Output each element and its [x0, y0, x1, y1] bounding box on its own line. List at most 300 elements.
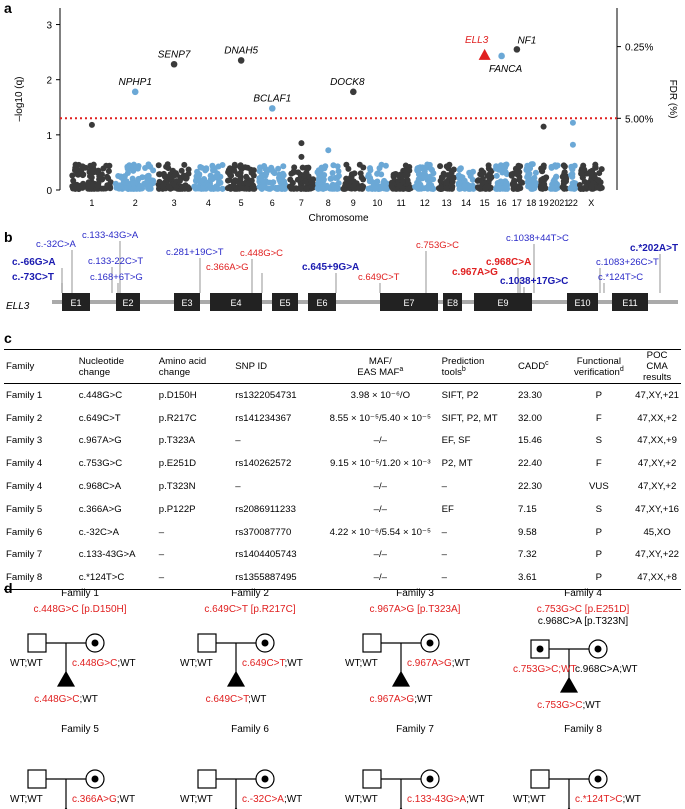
right-tick-label: 5.00%	[625, 114, 654, 126]
child-symbol	[228, 672, 244, 686]
cell-snp: rs370087770	[235, 526, 292, 538]
data-point	[417, 166, 423, 172]
data-point	[360, 177, 366, 183]
data-point	[89, 175, 95, 181]
data-point	[424, 162, 430, 168]
data-point	[95, 183, 101, 189]
data-point	[592, 162, 598, 168]
cell-nuc: c.649C>T	[78, 412, 121, 424]
father-genotype: c.753G>C;WT	[513, 664, 577, 675]
data-point	[139, 174, 145, 180]
data-point	[596, 170, 602, 176]
variant-label: c.968C>A	[486, 257, 532, 268]
data-point	[150, 167, 156, 173]
data-point	[438, 184, 444, 190]
cell-snp: rs1322054731	[235, 389, 297, 401]
father-genotype: WT;WT	[10, 658, 43, 669]
data-point	[179, 185, 185, 191]
data-point	[309, 179, 315, 185]
cell-cadd: 32.00	[517, 412, 542, 424]
data-point	[336, 180, 342, 186]
y-tick-label: 3	[46, 20, 52, 32]
data-point	[460, 174, 466, 180]
cell-family: Family 2	[6, 412, 43, 424]
data-point	[99, 171, 105, 177]
data-point	[427, 174, 433, 180]
cell-poc: 47,XX,+2	[637, 412, 677, 424]
triangle-marker-ell3	[479, 49, 491, 60]
cell-aa: p.T323N	[158, 481, 196, 493]
cell-func: F	[595, 412, 602, 424]
data-point	[256, 175, 262, 181]
variant-label: c.*124T>C	[598, 272, 644, 283]
point-bclaf1	[269, 105, 276, 112]
data-point	[383, 180, 389, 186]
label-dnah5: DNAH5	[224, 45, 259, 57]
x-tick-label: 20	[549, 198, 560, 208]
cell-maf: –/–	[373, 481, 387, 493]
pedigree-family-4	[513, 588, 638, 711]
data-point	[280, 185, 286, 191]
data-point	[383, 163, 389, 169]
data-point	[374, 179, 380, 185]
variant-label: c.-73C>T	[12, 272, 54, 283]
header-prediction: Prediction tools$^b$	[441, 355, 485, 378]
data-point	[321, 177, 327, 183]
carrier-dot	[595, 646, 602, 653]
cell-func: S	[595, 503, 603, 515]
cell-cadd: 23.30	[517, 389, 542, 401]
variant-label: c.281+19C>T	[166, 247, 224, 258]
point-nphp1	[132, 89, 139, 96]
data-point	[444, 163, 450, 169]
data-point	[562, 169, 568, 175]
exon-label: E1	[70, 298, 82, 308]
cell-pred: SIFT, P2	[441, 389, 479, 401]
cell-pred: –	[441, 526, 447, 538]
data-point	[470, 169, 476, 175]
cell-func: P	[595, 572, 603, 584]
cell-pred: –	[441, 572, 447, 584]
data-point	[248, 167, 254, 173]
panel-label-c: c	[4, 330, 12, 346]
x-tick-label: 6	[269, 198, 275, 208]
father-symbol	[363, 770, 381, 788]
cell-maf: –/–	[373, 549, 387, 561]
variant-label: c.133-43G>A	[82, 230, 139, 241]
mother-genotype: c.-32C>A;WT	[242, 794, 303, 805]
data-point	[195, 184, 201, 190]
cell-pred: –	[441, 481, 447, 493]
y-tick-label: 1	[46, 130, 52, 142]
data-point	[133, 164, 139, 170]
cell-nuc: c.967A>G	[78, 435, 122, 447]
pedigree-title: Family 4	[564, 588, 602, 599]
table-row	[4, 498, 681, 521]
data-point	[438, 178, 444, 184]
cell-maf: –/–	[373, 435, 387, 447]
data-point	[146, 161, 152, 167]
father-symbol	[198, 770, 216, 788]
data-point	[512, 182, 518, 188]
cell-snp: rs1404405743	[235, 549, 297, 561]
carrier-dot	[427, 776, 434, 783]
x-tick-label: 3	[171, 198, 177, 208]
variant-label: c.1038+17G>C	[500, 276, 569, 287]
father-genotype: WT;WT	[513, 794, 546, 805]
cell-snp: rs140262572	[235, 458, 292, 470]
data-point	[343, 182, 349, 188]
data-point	[572, 184, 578, 190]
mother-genotype: c.448G>C;WT	[72, 658, 136, 669]
cell-family: Family 4	[6, 481, 43, 493]
manhattan-plot	[0, 0, 685, 230]
data-point	[437, 163, 443, 169]
cell-cadd: 15.46	[517, 435, 542, 447]
data-point	[291, 164, 297, 170]
y-tick-label: 0	[46, 186, 52, 197]
data-point	[320, 186, 326, 192]
gene-structure-diagram	[0, 230, 685, 330]
data-point	[587, 169, 593, 175]
cell-family: Family 1	[6, 389, 43, 401]
x-tick-label: 11	[396, 198, 406, 208]
data-point	[497, 186, 503, 192]
x-tick-label: 16	[496, 198, 507, 208]
x-tick-label: 22	[567, 198, 578, 208]
data-point	[526, 178, 532, 184]
data-point	[569, 174, 575, 180]
exon-label: E9	[497, 298, 509, 308]
mother-genotype: c.133-43G>A;WT	[407, 794, 485, 805]
label-bclaf1: BCLAF1	[253, 93, 292, 105]
data-point	[182, 173, 188, 179]
pedigree-variant: c.649C>T [p.R217C]	[204, 604, 296, 615]
cell-poc: 47,XY,+16	[635, 503, 679, 515]
data-point	[298, 186, 304, 192]
data-point	[560, 184, 566, 190]
cell-poc: 47,XX,+8	[637, 572, 677, 584]
data-point	[484, 183, 490, 189]
data-point	[444, 185, 450, 191]
carrier-dot	[537, 646, 544, 653]
data-point	[181, 162, 187, 168]
header-snp: SNP ID	[235, 361, 268, 372]
y-axis-label: –log10 (q)	[14, 76, 25, 122]
data-point	[550, 185, 556, 191]
mother-genotype: c.366A>G;WT	[72, 794, 136, 805]
data-point	[316, 176, 322, 182]
header-poc: POC CMA results	[642, 350, 672, 383]
cell-cadd: 9.58	[517, 526, 537, 538]
table-row	[4, 452, 681, 475]
table-row	[4, 521, 681, 544]
child-genotype: c.753G>C;WT	[537, 700, 601, 711]
variant-label: c.753G>C	[416, 240, 460, 251]
exon-label: E7	[403, 298, 415, 308]
data-point	[495, 180, 501, 186]
child-symbol	[393, 672, 409, 686]
variant-label: c.168+6T>G	[90, 272, 143, 283]
mother-genotype: c.*124T>C;WT	[575, 794, 641, 805]
x-tick-label: 21	[559, 198, 570, 208]
exon-label: E3	[181, 298, 193, 308]
data-point	[232, 162, 238, 168]
carrier-dot	[262, 776, 269, 783]
mother-genotype: c.967A>G;WT	[407, 658, 471, 669]
table-header-row	[4, 350, 681, 384]
exon-label: E5	[279, 298, 291, 308]
variant-label: c.1038+44T>C	[506, 233, 569, 244]
data-point	[91, 162, 97, 168]
data-point	[530, 161, 536, 167]
data-point	[578, 186, 584, 192]
cell-snp: rs2086911233	[235, 503, 296, 515]
data-point	[389, 183, 395, 189]
data-point	[589, 182, 595, 188]
data-point	[498, 162, 504, 168]
data-point	[486, 162, 492, 168]
cell-poc: 47,XY,+2	[637, 458, 677, 470]
x-tick-label: 1	[89, 198, 95, 208]
cell-func: F	[595, 458, 602, 470]
exon-label: E11	[622, 298, 638, 308]
cell-nuc: c.*124T>C	[78, 572, 125, 584]
data-point	[305, 165, 311, 171]
cell-family: Family 6	[6, 526, 43, 538]
data-point	[300, 165, 306, 171]
data-point	[76, 184, 82, 190]
point-dock8	[350, 89, 357, 96]
x-tick-label: 4	[205, 198, 211, 208]
data-point	[494, 173, 500, 179]
data-point	[365, 186, 371, 192]
right-tick-label: 0.25%	[625, 42, 654, 54]
x-tick-label: 9	[350, 198, 356, 208]
x-tick-label: 2	[132, 198, 138, 208]
data-point	[449, 170, 455, 176]
cell-snp: rs1355887495	[235, 572, 297, 584]
data-point	[330, 170, 336, 176]
data-point	[514, 171, 520, 177]
exon-label: E2	[122, 298, 134, 308]
cell-maf: 3.98 × 10⁻⁶/O	[350, 389, 411, 401]
pedigree-title: Family 1	[61, 588, 99, 599]
data-point	[352, 170, 358, 176]
data-point	[199, 165, 205, 171]
table-row	[4, 430, 681, 453]
cell-func: P	[595, 549, 603, 561]
variant-label: c.448G>C	[240, 248, 284, 259]
cell-aa: –	[158, 549, 165, 561]
data-point	[89, 122, 95, 128]
data-point	[443, 180, 449, 186]
data-point	[211, 165, 217, 171]
cell-nuc: c.366A>G	[78, 503, 122, 515]
cell-maf: 9.15 × 10⁻⁵/1.20 × 10⁻³	[330, 458, 431, 470]
data-point	[561, 162, 567, 168]
child-symbol	[58, 672, 74, 686]
data-point	[166, 174, 172, 180]
data-point	[288, 171, 294, 177]
cell-poc: 47,XY,+21	[635, 389, 679, 401]
header-maf: MAF/ EAS MAF$^a$	[357, 355, 404, 378]
data-point	[117, 182, 123, 188]
data-point	[106, 168, 112, 174]
data-point	[377, 165, 383, 171]
cell-cadd: 7.15	[517, 503, 537, 515]
data-point	[372, 185, 378, 191]
data-point	[402, 167, 408, 173]
cell-aa: –	[158, 526, 165, 538]
x-axis-label: Chromosome	[308, 213, 369, 224]
data-point	[131, 180, 137, 186]
data-point	[396, 182, 402, 188]
x-tick-label: 12	[419, 198, 430, 208]
data-point	[118, 174, 124, 180]
data-point	[249, 178, 255, 184]
pedigree-family-6	[180, 724, 302, 809]
data-point	[541, 124, 547, 130]
father-symbol	[363, 634, 381, 652]
father-genotype: WT;WT	[180, 794, 213, 805]
data-point	[263, 171, 269, 177]
data-point	[315, 185, 321, 191]
data-point	[366, 172, 372, 178]
x-tick-label: 18	[526, 198, 537, 208]
data-point	[596, 177, 602, 183]
data-point	[351, 185, 357, 191]
data-point	[267, 180, 273, 186]
exon-label: E8	[446, 298, 459, 308]
data-point	[395, 172, 401, 178]
x-tick-label: 14	[461, 198, 472, 208]
exon-label: E10	[574, 298, 591, 308]
data-point	[150, 178, 156, 184]
pedigree-variant: c.448G>C [p.D150H]	[33, 604, 127, 615]
data-point	[541, 165, 547, 171]
data-point	[304, 186, 310, 192]
table-row	[4, 544, 681, 567]
data-point	[570, 120, 576, 126]
father-genotype: WT;WT	[180, 658, 213, 669]
pedigree-variant: c.968C>A [p.T323N]	[537, 616, 629, 627]
x-tick-label: 15	[479, 198, 490, 208]
mother-genotype: c.649C>T;WT	[242, 658, 303, 669]
header-family: Family	[6, 361, 35, 372]
data-point	[220, 162, 226, 168]
label-fanca: FANCA	[489, 63, 523, 75]
cell-cadd: 22.30	[517, 481, 542, 493]
data-point	[302, 179, 308, 185]
label-dock8: DOCK8	[330, 76, 365, 88]
carrier-dot	[92, 776, 99, 783]
x-tick-label: 7	[298, 198, 304, 208]
pedigree-title: Family 3	[396, 588, 434, 599]
cell-func: VUS	[589, 481, 609, 493]
data-point	[295, 177, 301, 183]
data-point	[336, 168, 342, 174]
data-point	[330, 182, 336, 188]
table-row	[4, 384, 681, 407]
pedigree-family-5	[10, 724, 135, 809]
variant-label: c.649C>T	[358, 272, 400, 283]
cell-snp: –	[235, 435, 241, 447]
exon-label: E4	[230, 298, 242, 308]
cell-func: P	[595, 389, 603, 401]
cell-pred: –	[441, 549, 447, 561]
data-point	[570, 142, 576, 148]
cell-cadd: 7.32	[517, 549, 537, 561]
exon-label: E6	[316, 298, 328, 308]
data-point	[524, 165, 530, 171]
variant-label: c.-32C>A	[36, 239, 76, 250]
data-point	[186, 167, 192, 173]
data-point	[422, 168, 428, 174]
data-point	[424, 184, 430, 190]
data-point	[260, 183, 266, 189]
data-point	[549, 164, 555, 170]
data-point	[519, 180, 525, 186]
panel-label-b: b	[4, 229, 13, 245]
pedigree-family-7	[345, 724, 485, 809]
cell-nuc: c.968C>A	[78, 481, 122, 493]
data-point	[541, 181, 547, 187]
pedigree-variant: c.753G>C [p.E251D]	[536, 604, 630, 615]
data-point	[517, 185, 523, 191]
data-point	[225, 178, 231, 184]
variant-label: c.-66G>A	[12, 257, 56, 268]
data-point	[325, 147, 331, 153]
pedigree-family-2	[180, 588, 303, 705]
data-point	[251, 186, 257, 192]
variant-label: c.967A>G	[452, 267, 498, 278]
father-genotype: WT;WT	[10, 794, 43, 805]
data-point	[173, 170, 179, 176]
pedigree-family-3	[345, 588, 470, 705]
data-point	[551, 178, 557, 184]
pedigree-variant: c.967A>G [p.T323A]	[369, 604, 461, 615]
data-point	[287, 177, 293, 183]
data-point	[131, 186, 137, 192]
x-tick-label: X	[588, 198, 595, 208]
pedigree-family-8	[513, 724, 641, 809]
data-point	[449, 183, 455, 189]
cell-maf: –/–	[373, 572, 387, 584]
data-point	[165, 165, 171, 171]
cell-maf: 4.22 × 10⁻⁶/5.54 × 10⁻⁵	[329, 526, 431, 538]
data-point	[108, 179, 114, 185]
carrier-dot	[427, 640, 434, 647]
x-tick-label: 17	[511, 198, 522, 208]
data-point	[315, 169, 321, 175]
data-point	[74, 166, 80, 172]
pedigree-diagrams	[0, 584, 685, 809]
gene-name: ELL3	[6, 301, 30, 312]
cell-poc: 45,XO	[643, 526, 671, 538]
pedigree-title: Family 7	[396, 724, 434, 735]
data-point	[157, 171, 163, 177]
cell-family: Family 3	[6, 435, 43, 447]
data-point	[289, 185, 295, 191]
variant-label: c.366A>G	[206, 262, 249, 273]
data-point	[428, 166, 434, 172]
child-genotype: c.649C>T;WT	[205, 694, 267, 705]
data-point	[416, 176, 422, 182]
cell-pred: EF, SF	[441, 435, 471, 447]
data-point	[533, 170, 539, 176]
right-axis-label: FDR (%)	[667, 79, 678, 119]
